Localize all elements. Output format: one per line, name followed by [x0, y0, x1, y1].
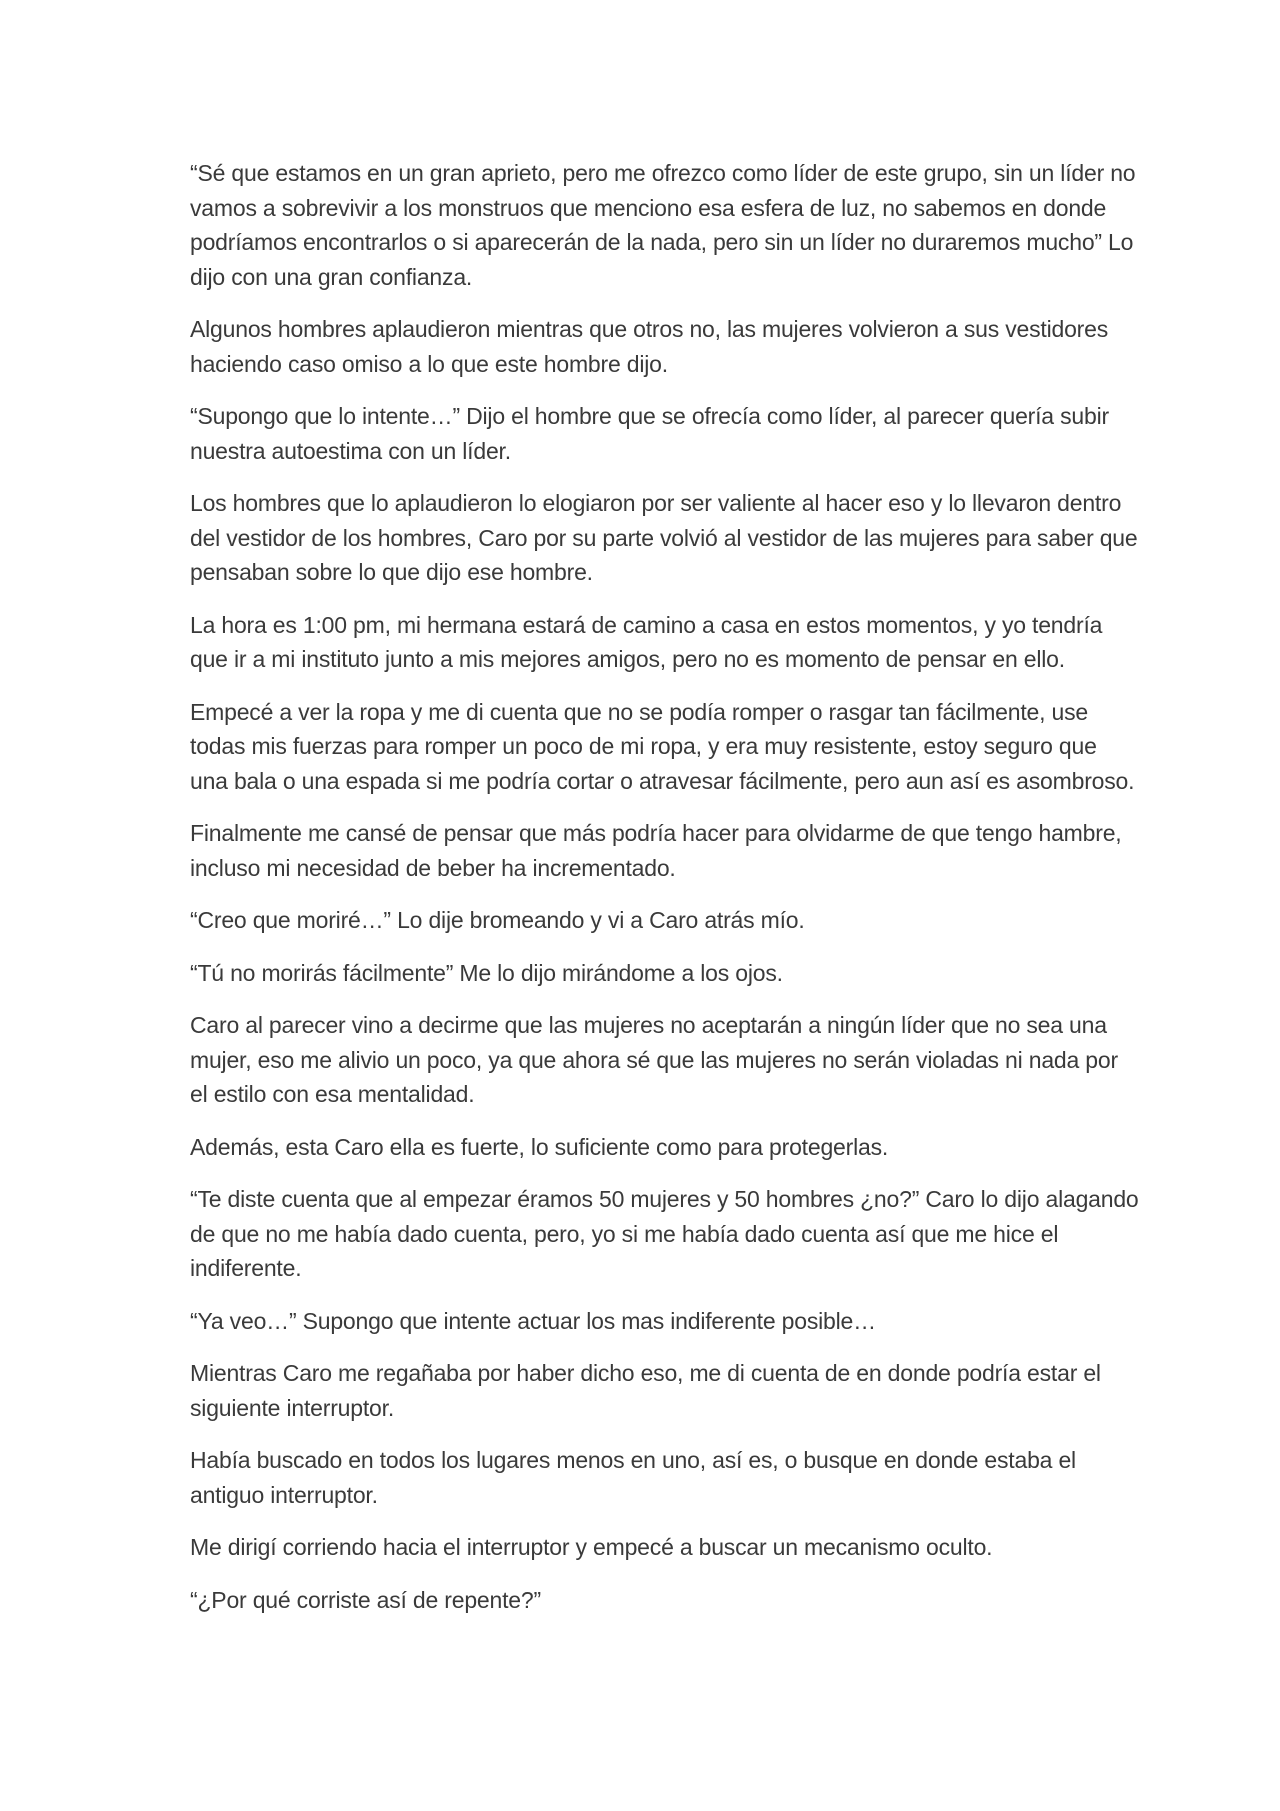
paragraph: “Creo que moriré…” Lo dije bromeando y vi a Caro atrás mío.: [190, 907, 805, 933]
paragraph: La hora es 1:00 pm, mi hermana estará de camino a casa en estos momentos, y yo tendría que ir a mi instituto junto a mis mejores amigos, pero no es momento de pensar en ello.: [190, 611, 1103, 672]
paragraph: “¿Por qué corriste así de repente?”: [190, 1586, 541, 1613]
paragraph: Había buscado en todos los lugares menos en uno, así es, o busque en donde estaba el antiguo interruptor.: [190, 1447, 1076, 1508]
paragraph: Empecé a ver la ropa y me di cuenta que no se podía romper o rasgar tan fácilmente, use todas mis fuerzas para romper un poco de mi ropa, y era muy resistente, estoy seguro que una bala o una espada si me podría cortar o atravesar fácilmente, pero aun así es asombroso.: [190, 698, 1135, 794]
paragraph: “Te diste cuenta que al empezar éramos 50 mujeres y 50 hombres ¿no?” Caro lo dijo alagando de que no me había dado cuenta, pero, yo si me había dado cuenta así que me hice el indiferente.: [190, 1186, 1139, 1281]
paragraph: “Supongo que lo intente…” Dijo el hombre que se ofrecía como líder, al parecer quería subir nuestra autoestima con un líder.: [190, 403, 1109, 464]
paragraph: Finalmente me cansé de pensar que más podría hacer para olvidarme de que tengo hambre, incluso mi necesidad de beber ha incrementado.: [190, 820, 1122, 881]
paragraph: “Tú no morirás fácilmente” Me lo dijo mirándome a los ojos.: [190, 959, 783, 986]
paragraph: Los hombres que lo aplaudieron lo elogiaron por ser valiente al hacer eso y lo llevaron dentro del vestidor de los hombres, Caro por su parte volvió al vestidor de las mujeres para saber que pensaban sobre lo que dijo ese hombre.: [190, 490, 1138, 585]
paragraph: Mientras Caro me regañaba por haber dicho eso, me di cuenta de en donde podría estar el siguiente interruptor.: [190, 1360, 1101, 1421]
document-body: [190, 156, 1140, 1635]
paragraph: Me dirigí corriendo hacia el interruptor y empecé a buscar un mecanismo oculto.: [190, 1534, 993, 1560]
paragraph: Además, esta Caro ella es fuerte, lo suficiente como para protegerlas.: [190, 1133, 889, 1160]
paragraph: “Sé que estamos en un gran aprieto, pero me ofrezco como líder de este grupo, sin un líder no vamos a sobrevivir a los monstruos que menciono esa esfera de luz, no sabemos en donde podríamos encontrarlos o si aparecerán de la nada, pero sin un líder no duraremos mucho” Lo dijo con una gran confianza.: [190, 160, 1136, 290]
paragraph: “Ya veo…” Supongo que intente actuar los mas indiferente posible…: [190, 1307, 876, 1334]
paragraph: Caro al parecer vino a decirme que las mujeres no aceptarán a ningún líder que no sea una mujer, eso me alivio un poco, ya que ahora sé que las mujeres no serán violadas ni nada por el estilo con esa mentalidad.: [190, 1012, 1118, 1107]
paragraph: Algunos hombres aplaudieron mientras que otros no, las mujeres volvieron a sus vestidores haciendo caso omiso a lo que este hombre dijo.: [190, 316, 1109, 377]
